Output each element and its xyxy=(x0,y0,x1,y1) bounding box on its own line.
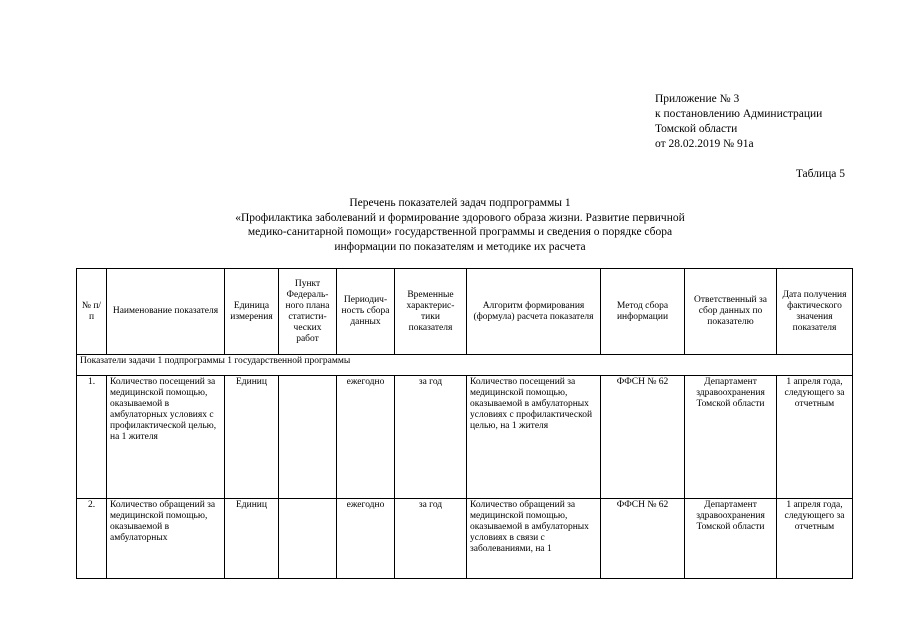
row-plan-item xyxy=(279,376,337,499)
row-name: Количество обращений за медицинской помощью, оказываемой в амбулаторных xyxy=(107,499,225,579)
row-responsible: Департамент здравоохранения Томской области xyxy=(685,499,777,579)
appendix-line-2: к постановлению Администрации xyxy=(655,108,823,120)
table-row xyxy=(77,376,853,499)
document-title xyxy=(160,196,760,254)
header-unit: Единица измерения xyxy=(225,269,279,355)
row-name: Количество посещений за медицинской помощью, оказываемой в амбулаторных условиях с профилактической целью, на 1 жителя xyxy=(107,376,225,499)
row-periodicity: ежегодно xyxy=(337,376,395,499)
indicators-table xyxy=(76,268,853,579)
row-num: 2. xyxy=(77,499,107,579)
appendix-line-1: Приложение № 3 xyxy=(655,93,740,105)
row-num: 1. xyxy=(77,376,107,499)
header-row xyxy=(77,269,853,355)
appendix-line-4: от 28.02.2019 № 91а xyxy=(655,138,754,150)
row-algorithm: Количество посещений за медицинской помощью, оказываемой в амбулаторных условиях с профилактической целью, на 1 жителя xyxy=(467,376,601,499)
header-name: Наименование показателя xyxy=(107,269,225,355)
section-row xyxy=(77,355,853,376)
header-method: Метод сбора информации xyxy=(601,269,685,355)
header-responsible: Ответственный за сбор данных по показателю xyxy=(685,269,777,355)
header-plan-item: Пункт Федераль-ного плана статисти-ческих работ xyxy=(279,269,337,355)
row-unit: Единиц xyxy=(225,376,279,499)
row-method: ФФСН № 62 xyxy=(601,376,685,499)
title-line-1: Перечень показателей задач подпрограммы 1 xyxy=(349,197,571,209)
row-time: за год xyxy=(395,376,467,499)
title-line-4: информации по показателям и методике их расчета xyxy=(334,240,586,253)
header-time: Временные характерис-тики показателя xyxy=(395,269,467,355)
header-date: Дата получения фактического значения показателя xyxy=(777,269,853,355)
appendix-line-3: Томской области xyxy=(655,123,738,135)
row-method: ФФСН № 62 xyxy=(601,499,685,579)
row-responsible: Департамент здравоохранения Томской области xyxy=(685,376,777,499)
title-line-3: медико-санитарной помощи» государственной программы и сведения о порядке сбора xyxy=(247,226,673,238)
table-row xyxy=(77,499,853,579)
header-num: № п/п xyxy=(77,269,107,355)
table-label: Таблица 5 xyxy=(795,168,845,180)
header-periodicity: Периодич-ность сбора данных xyxy=(337,269,395,355)
row-plan-item xyxy=(279,499,337,579)
row-time: за год xyxy=(395,499,467,579)
title-line-2: «Профилактика заболеваний и формирование здорового образа жизни. Развитие первичной xyxy=(235,211,685,224)
row-algorithm: Количество обращений за медицинской помощью, оказываемой в амбулаторных условиях в связи с заболеваниями, на 1 xyxy=(467,499,601,579)
header-algorithm: Алгоритм формирования (формула) расчета показателя xyxy=(467,269,601,355)
section-label: Показатели задачи 1 подпрограммы 1 государственной программы xyxy=(77,355,853,376)
appendix-block xyxy=(655,92,822,152)
row-periodicity: ежегодно xyxy=(337,499,395,579)
row-date: 1 апреля года, следующего за отчетным xyxy=(777,376,853,499)
row-unit: Единиц xyxy=(225,499,279,579)
row-date: 1 апреля года, следующего за отчетным xyxy=(777,499,853,579)
